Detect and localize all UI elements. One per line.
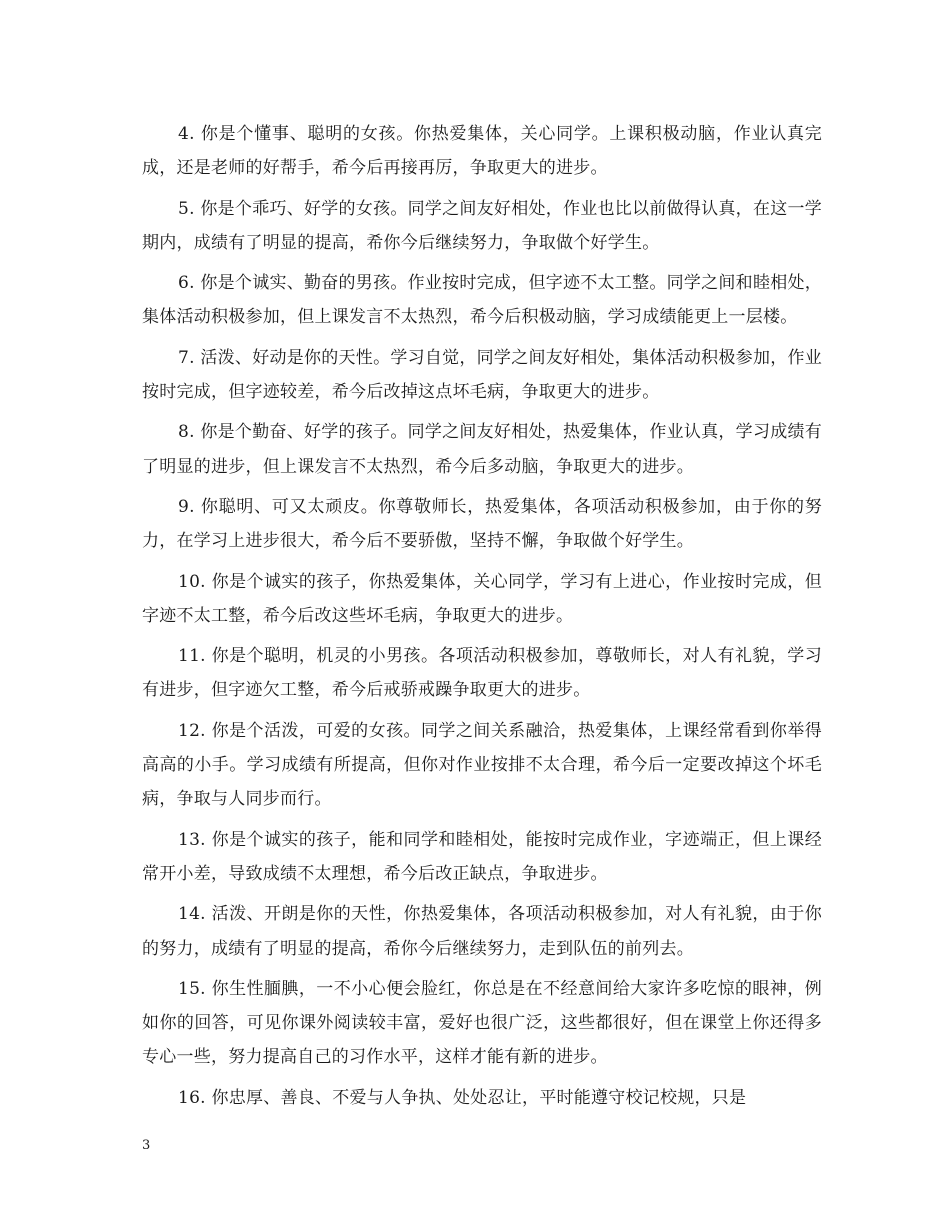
paragraph-10: 10. 你是个诚实的孩子，你热爱集体，关心同学，学习有上进心，作业按时完成，但字迹不太工整，希今后改这些坏毛病，争取更大的进步。 bbox=[142, 571, 822, 626]
paragraph-5: 5. 你是个乖巧、好学的女孩。同学之间友好相处，作业也比以前做得认真，在这一学期内，成绩有了明显的提高，希你今后继续努力，争取做个好学生。 bbox=[142, 198, 822, 253]
paragraph-4: 4. 你是个懂事、聪明的女孩。你热爱集体，关心同学。上课积极动脑，作业认真完成，还是老师的好帮手，希今后再接再厉，争取更大的进步。 bbox=[142, 124, 822, 179]
paragraph-6: 6. 你是个诚实、勤奋的男孩。作业按时完成，但字迹不太工整。同学之间和睦相处，集体活动积极参加，但上课发言不太热烈，希今后积极动脑，学习成绩能更上一层楼。 bbox=[142, 273, 822, 328]
paragraph-14: 14. 活泼、开朗是你的天性，你热爱集体，各项活动积极参加，对人有礼貌，由于你的努力，成绩有了明显的提高，希你今后继续努力，走到队伍的前列去。 bbox=[142, 904, 822, 959]
paragraph-7: 7. 活泼、好动是你的天性。学习自觉，同学之间友好相处，集体活动积极参加，作业按时完成，但字迹较差，希今后改掉这点坏毛病，争取更大的进步。 bbox=[142, 347, 822, 403]
paragraph-8: 8. 你是个勤奋、好学的孩子。同学之间友好相处，热爱集体，作业认真，学习成绩有了明显的进步，但上课发言不太热烈，希今后多动脑，争取更大的进步。 bbox=[142, 422, 822, 477]
page-body bbox=[142, 117, 822, 1121]
page-number: 3 bbox=[142, 1138, 151, 1153]
paragraph-11: 11. 你是个聪明，机灵的小男孩。各项活动积极参加，尊敬师长，对人有礼貌，学习有进步，但字迹欠工整，希今后戒骄戒躁争取更大的进步。 bbox=[142, 646, 822, 701]
paragraph-15: 15. 你生性腼腆，一不小心便会脸红，你总是在不经意间给大家许多吃惊的眼神，例如你的回答，可见你课外阅读较丰富，爱好也很广泛，这些都很好，但在课堂上你还得多专心一些，努力提高自己的习作水平，这样才能有新的进步。 bbox=[142, 978, 822, 1068]
paragraph-9: 9. 你聪明、可又太顽皮。你尊敬师长，热爱集体，各项活动积极参加，由于你的努力，在学习上进步很大，希今后不要骄傲，坚持不懈，争取做个好学生。 bbox=[142, 496, 822, 552]
paragraph-12: 12. 你是个活泼，可爱的女孩。同学之间关系融洽，热爱集体，上课经常看到你举得高高的小手。学习成绩有所提高，但你对作业按排不太合理，希今后一定要改掉这个坏毛病，争取与人同步而行。 bbox=[142, 720, 822, 810]
paragraph-16: 16. 你忠厚、善良、不爱与人争执、处处忍让，平时能遵守校记校规，只是 bbox=[178, 1087, 747, 1108]
paragraph-13: 13. 你是个诚实的孩子，能和同学和睦相处，能按时完成作业，字迹端正，但上课经常开小差，导致成绩不太理想，希今后改正缺点，争取进步。 bbox=[142, 829, 822, 884]
